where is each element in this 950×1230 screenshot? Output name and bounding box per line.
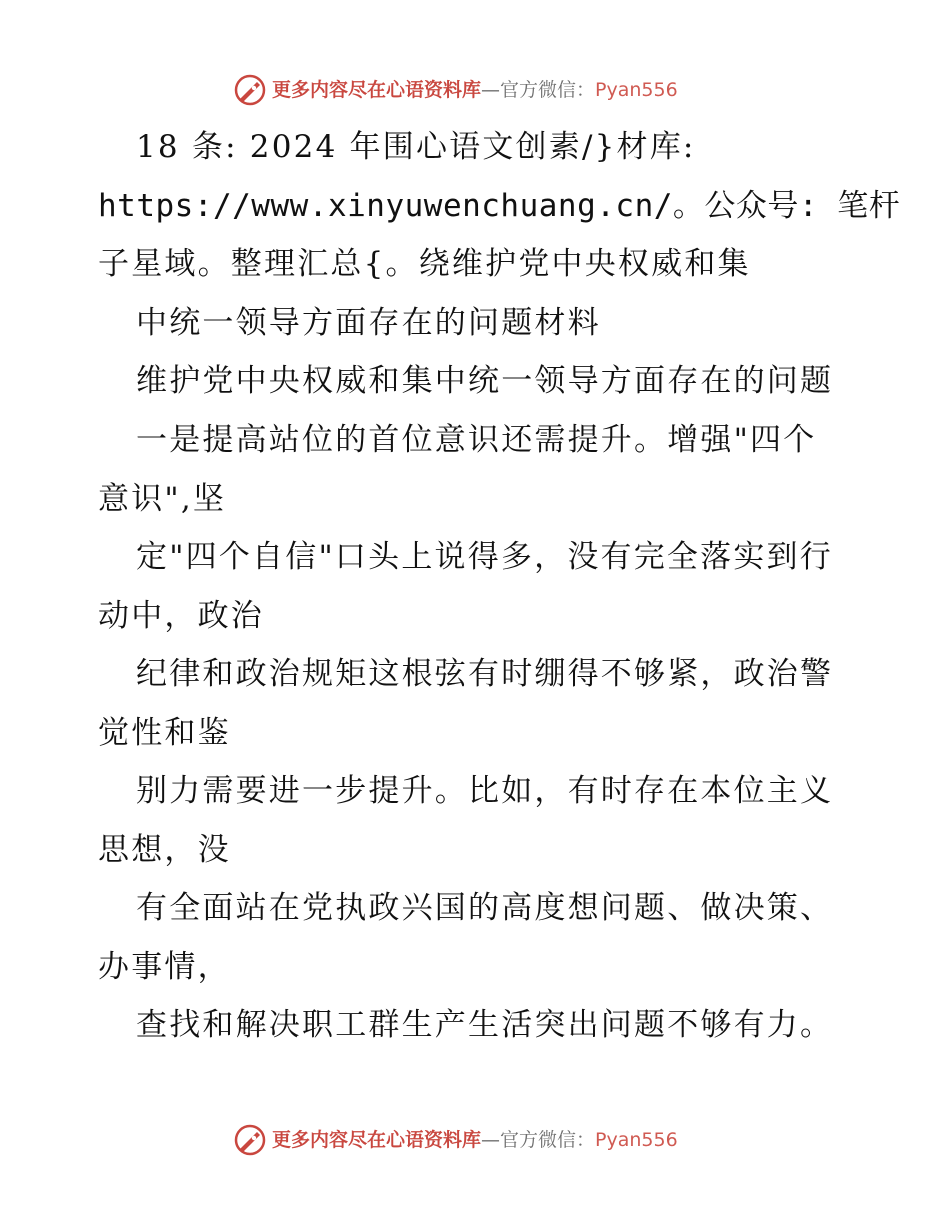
watermark-label: 官方微信： [500, 1129, 596, 1151]
doc-line-1: 18 条: 2024 年围心语文创素/}材库: [136, 129, 696, 165]
doc-line-4: 中统一领导方面存在的问题材料 [136, 305, 601, 341]
watermark-prefix: 更多内容尽在心语资料库 [272, 79, 482, 101]
doc-line-6: 一是提高站位的首位意识还需提升。增强"四个 [136, 422, 817, 458]
watermark-handle: Pyan556 [595, 79, 678, 101]
doc-line-12: 别力需要进一步提升。比如，有时存在本位主义 [136, 773, 834, 809]
watermark-text [272, 78, 678, 102]
doc-line-16: 查找和解决职工群生产生活突出问题不够有力。 [136, 1007, 834, 1043]
watermark-dash: — [481, 1129, 501, 1151]
footer-watermark [0, 1120, 950, 1160]
pen-logo-icon [233, 73, 267, 107]
watermark-label: 官方微信： [500, 79, 596, 101]
watermark-prefix: 更多内容尽在心语资料库 [272, 1129, 482, 1151]
doc-line-15: 办事情， [98, 949, 231, 985]
pen-logo-icon [233, 1123, 267, 1157]
doc-line-9: 动中，政治 [98, 598, 264, 634]
doc-line-7: 意识",坚 [98, 481, 227, 517]
doc-line-3: 子星域。整理汇总{。绕维护党中央权威和集 [98, 246, 751, 282]
doc-line-11: 觉性和鉴 [98, 715, 231, 751]
doc-line-13: 思想，没 [98, 832, 231, 868]
doc-line-8: 定"四个自信"口头上说得多，没有完全落实到行 [136, 539, 833, 575]
doc-line-14: 有全面站在党执政兴国的高度想问题、做决策、 [136, 890, 834, 926]
doc-line-10: 纪律和政治规矩这根弦有时绷得不够紧，政治警 [136, 656, 834, 692]
doc-line-5: 维护党中央权威和集中统一领导方面存在的问题 [136, 363, 834, 399]
watermark-handle: Pyan556 [595, 1129, 678, 1151]
watermark-dash: — [481, 79, 501, 101]
watermark-text [272, 1128, 678, 1152]
doc-line-2: https://www.xinyuwenchuang.cn/。公众号: 笔杆 [98, 188, 901, 224]
header-watermark [0, 70, 950, 110]
